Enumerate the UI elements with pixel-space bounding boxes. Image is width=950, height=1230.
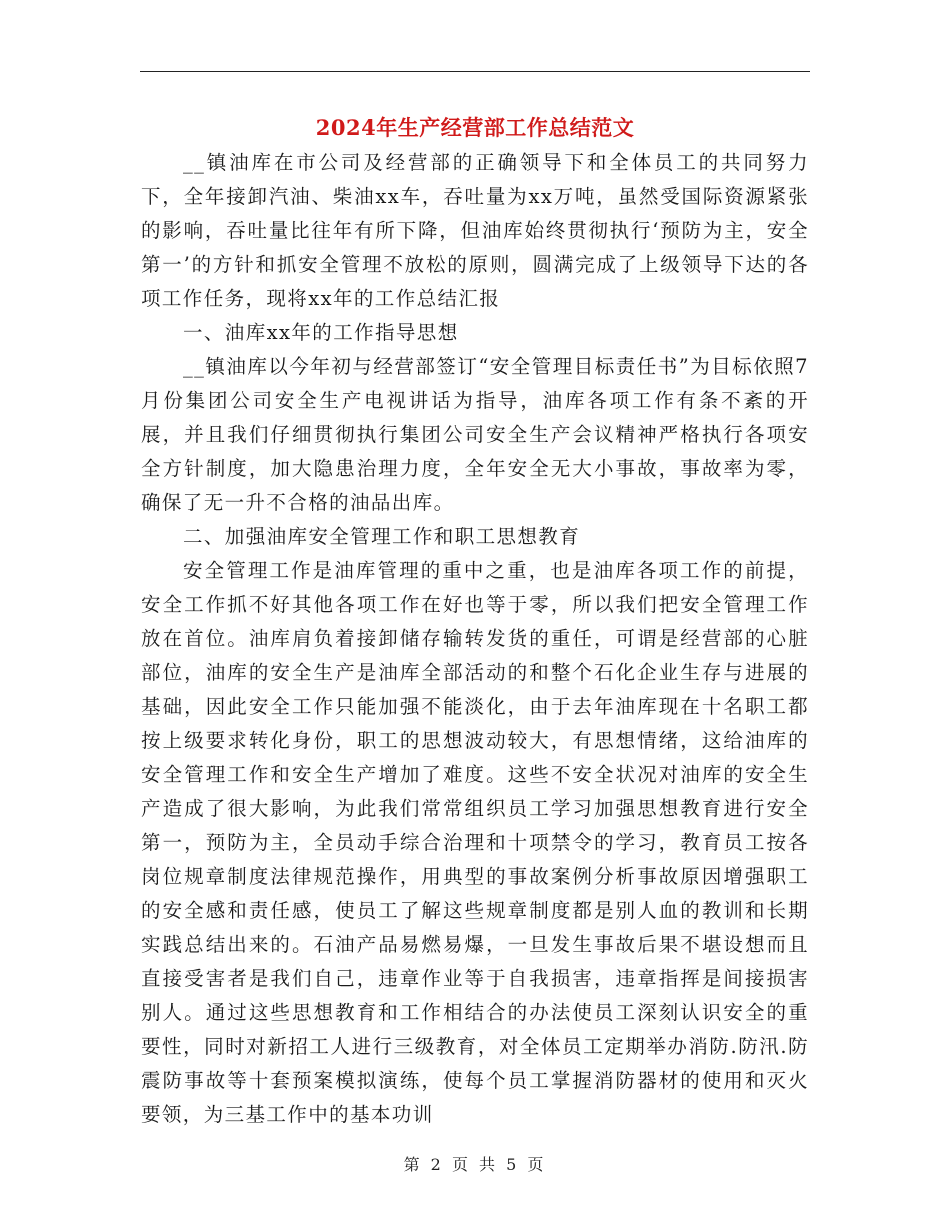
paragraph-safety-management: 安全管理工作是油库管理的重中之重，也是油库各项工作的前提，安全工作抓不好其他各项工作在好也等于零，所以我们把安全管理工作放在首位。油库肩负着接卸储存输转发货的重任，可谓是经营部的心脏部位，油库的安全生产是油库全部活动的和整个石化企业生存与进展的基础，因此安全工作只能加强不能淡化，由于去年油库现在十名职工都按上级要求转化身份，职工的思想波动较大，有思想情绪，这给油库的安全管理工作和安全生产增加了难度。这些不安全状况对油库的安全生产造成了很大影响，为此我们常常组织员工学习加强思想教育进行安全第一，预防为主，全员动手综合治理和十项禁令的学习，教育员工按各岗位规章制度法律规范操作，用典型的事故案例分析事故原因增强职工的安全感和责任感，使员工了解这些规章制度都是别人血的教训和长期实践总结出来的。石油产品易燃易爆，一旦发生事故后果不堪设想而且直接受害者是我们自己，违章作业等于自我损害，违章指挥是间接损害别人。通过这些思想教育和工作相结合的办法使员工深刻认识安全的重要性，同时对新招工人进行三级教育，对全体员工定期举办消防.防汛.防震防事故等十套预案模拟演练，使每个员工掌握消防器材的使用和灭火要领，为三基工作中的基本功训 bbox=[141, 559, 809, 1126]
page-number: 第 2 页 共 5 页 bbox=[403, 1155, 547, 1174]
paragraph-intro: __镇油库在市公司及经营部的正确领导下和全体员工的共同努力下，全年接卸汽油、柴油xx车，吞吐量为xx万吨，虽然受国际资源紧张的影响，吞吐量比往年有所下降，但油库始终贯彻执行‘预防为主，安全第一’的方针和抓安全管理不放松的原则，圆满完成了上级领导下达的各项工作任务，现将xx年的工作总结汇报 bbox=[141, 151, 809, 310]
section-heading-1: 一、油库xx年的工作指导思想 bbox=[183, 321, 459, 344]
document-title: 2024年生产经营部工作总结范文 bbox=[315, 115, 635, 140]
document-body bbox=[141, 146, 809, 1132]
paragraph-guiding-thought: __镇油库以今年初与经营部签订“安全管理目标责任书”为目标依照7月份集团公司安全生产电视讲话为指导，油库各项工作有条不紊的开展，并且我们仔细贯彻执行集团公司安全生产会议精神严格执行各项安全方针制度，加大隐患治理力度，全年安全无大小事故，事故率为零，确保了无一升不合格的油品出库。 bbox=[141, 355, 809, 514]
section-heading-2: 二、加强油库安全管理工作和职工思想教育 bbox=[183, 525, 581, 548]
header-rule bbox=[140, 71, 810, 72]
